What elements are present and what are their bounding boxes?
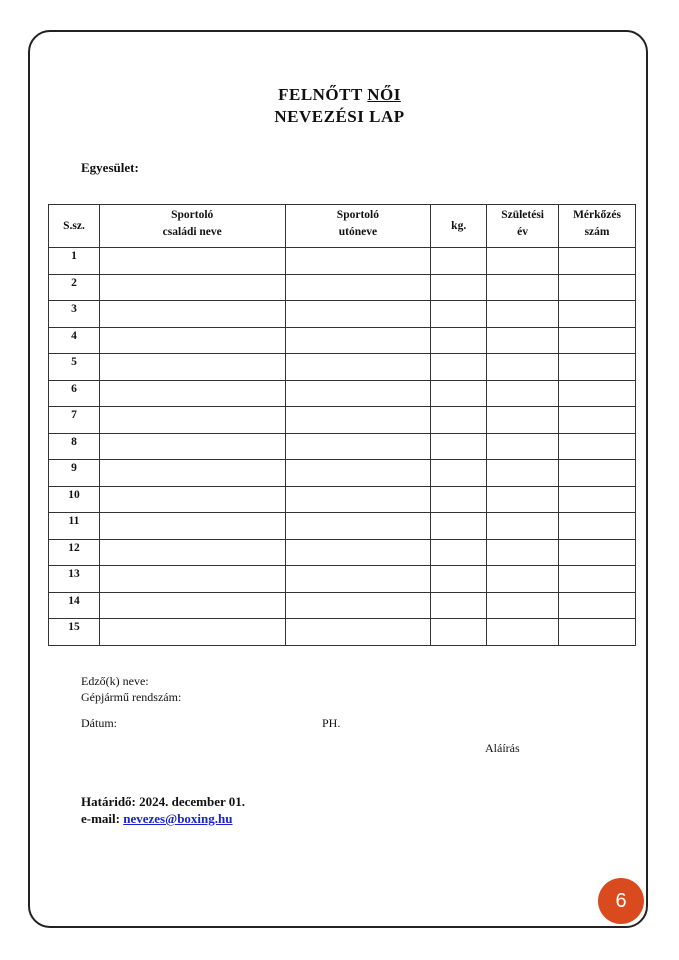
weight-cell[interactable] [431, 407, 487, 434]
birth-year-cell[interactable] [487, 248, 559, 275]
family-name-cell[interactable] [99, 354, 285, 381]
birth-year-cell[interactable] [487, 566, 559, 593]
email-label: e-mail: [81, 811, 120, 826]
row-number: 13 [49, 566, 100, 593]
birth-year-cell[interactable] [487, 460, 559, 487]
deadline-text: Határidő: 2024. december 01. [81, 794, 246, 809]
email-line [81, 811, 232, 827]
birth-year-cell[interactable] [487, 301, 559, 328]
given-name-cell[interactable] [285, 513, 431, 540]
family-name-cell[interactable] [99, 274, 285, 301]
given-name-cell[interactable] [285, 433, 431, 460]
row-number: 1 [49, 248, 100, 275]
table-row [49, 486, 636, 513]
row-number: 6 [49, 380, 100, 407]
table-row [49, 407, 636, 434]
table-header-row [49, 205, 636, 248]
row-number: 10 [49, 486, 100, 513]
entry-table [48, 204, 636, 646]
table-row [49, 433, 636, 460]
family-name-cell[interactable] [99, 566, 285, 593]
birth-year-cell[interactable] [487, 433, 559, 460]
table-row [49, 566, 636, 593]
bout-count-cell[interactable] [559, 539, 636, 566]
table-row [49, 274, 636, 301]
header-birth-year: Születési év [487, 205, 559, 248]
table-row [49, 354, 636, 381]
table-row [49, 380, 636, 407]
birth-year-cell[interactable] [487, 619, 559, 646]
bout-count-cell[interactable] [559, 513, 636, 540]
header-bout-count: Mérkőzés szám [559, 205, 636, 248]
weight-cell[interactable] [431, 566, 487, 593]
given-name-cell[interactable] [285, 327, 431, 354]
given-name-cell[interactable] [285, 354, 431, 381]
family-name-cell[interactable] [99, 460, 285, 487]
bout-count-cell[interactable] [559, 248, 636, 275]
row-number: 14 [49, 592, 100, 619]
bout-count-cell[interactable] [559, 460, 636, 487]
birth-year-cell[interactable] [487, 592, 559, 619]
email-link[interactable]: nevezes@boxing.hu [123, 811, 233, 826]
given-name-cell[interactable] [285, 248, 431, 275]
birth-year-cell[interactable] [487, 486, 559, 513]
family-name-cell[interactable] [99, 380, 285, 407]
family-name-cell[interactable] [99, 539, 285, 566]
row-number: 5 [49, 354, 100, 381]
family-name-cell[interactable] [99, 407, 285, 434]
given-name-cell[interactable] [285, 274, 431, 301]
organization-label: Egyesület: [81, 160, 139, 175]
family-name-cell[interactable] [99, 433, 285, 460]
family-name-cell[interactable] [99, 486, 285, 513]
birth-year-cell[interactable] [487, 327, 559, 354]
given-name-cell[interactable] [285, 301, 431, 328]
title-prefix: FELNŐTT [278, 85, 368, 104]
bout-count-cell[interactable] [559, 566, 636, 593]
family-name-cell[interactable] [99, 301, 285, 328]
birth-year-cell[interactable] [487, 354, 559, 381]
coach-name-label: Edző(k) neve: [81, 674, 149, 688]
table-row [49, 248, 636, 275]
weight-cell[interactable] [431, 274, 487, 301]
family-name-cell[interactable] [99, 327, 285, 354]
row-number: 2 [49, 274, 100, 301]
weight-cell[interactable] [431, 248, 487, 275]
given-name-cell[interactable] [285, 619, 431, 646]
bout-count-cell[interactable] [559, 486, 636, 513]
header-family-name: Sportoló családi neve [99, 205, 285, 248]
table-row [49, 539, 636, 566]
bout-count-cell[interactable] [559, 380, 636, 407]
weight-cell[interactable] [431, 327, 487, 354]
given-name-cell[interactable] [285, 407, 431, 434]
birth-year-cell[interactable] [487, 539, 559, 566]
date-label: Dátum: [81, 716, 117, 730]
bout-count-cell[interactable] [559, 407, 636, 434]
weight-cell[interactable] [431, 380, 487, 407]
title-underlined-word: NŐI [367, 85, 401, 104]
bout-count-cell[interactable] [559, 433, 636, 460]
given-name-cell[interactable] [285, 486, 431, 513]
weight-cell[interactable] [431, 460, 487, 487]
table-row [49, 460, 636, 487]
header-weight: kg. [431, 205, 487, 248]
weight-cell[interactable] [431, 301, 487, 328]
family-name-cell[interactable] [99, 619, 285, 646]
table-row [49, 301, 636, 328]
row-number: 15 [49, 619, 100, 646]
weight-cell[interactable] [431, 486, 487, 513]
row-number: 4 [49, 327, 100, 354]
given-name-cell[interactable] [285, 380, 431, 407]
family-name-cell[interactable] [99, 513, 285, 540]
birth-year-cell[interactable] [487, 380, 559, 407]
weight-cell[interactable] [431, 619, 487, 646]
family-name-cell[interactable] [99, 592, 285, 619]
weight-cell[interactable] [431, 592, 487, 619]
given-name-cell[interactable] [285, 566, 431, 593]
table-row [49, 592, 636, 619]
vehicle-plate-label: Gépjármű rendszám: [81, 690, 182, 704]
bout-count-cell[interactable] [559, 274, 636, 301]
row-number: 7 [49, 407, 100, 434]
header-given-name: Sportoló utóneve [285, 205, 431, 248]
row-number: 3 [49, 301, 100, 328]
family-name-cell[interactable] [99, 248, 285, 275]
given-name-cell[interactable] [285, 539, 431, 566]
bout-count-cell[interactable] [559, 619, 636, 646]
weight-cell[interactable] [431, 513, 487, 540]
form-title [0, 85, 679, 105]
birth-year-cell[interactable] [487, 274, 559, 301]
row-number: 9 [49, 460, 100, 487]
bout-count-cell[interactable] [559, 327, 636, 354]
form-subtitle: NEVEZÉSI LAP [274, 107, 405, 126]
bout-count-cell[interactable] [559, 354, 636, 381]
signature-label: Aláírás [485, 741, 520, 755]
weight-cell[interactable] [431, 539, 487, 566]
table-row [49, 513, 636, 540]
bout-count-cell[interactable] [559, 301, 636, 328]
header-serial: S.sz. [49, 205, 100, 248]
given-name-cell[interactable] [285, 592, 431, 619]
stamp-label: PH. [322, 716, 341, 730]
birth-year-cell[interactable] [487, 407, 559, 434]
row-number: 11 [49, 513, 100, 540]
birth-year-cell[interactable] [487, 513, 559, 540]
table-row [49, 619, 636, 646]
bout-count-cell[interactable] [559, 592, 636, 619]
row-number: 8 [49, 433, 100, 460]
table-row [49, 327, 636, 354]
weight-cell[interactable] [431, 354, 487, 381]
given-name-cell[interactable] [285, 460, 431, 487]
weight-cell[interactable] [431, 433, 487, 460]
page-number-badge: 6 [598, 878, 644, 924]
row-number: 12 [49, 539, 100, 566]
